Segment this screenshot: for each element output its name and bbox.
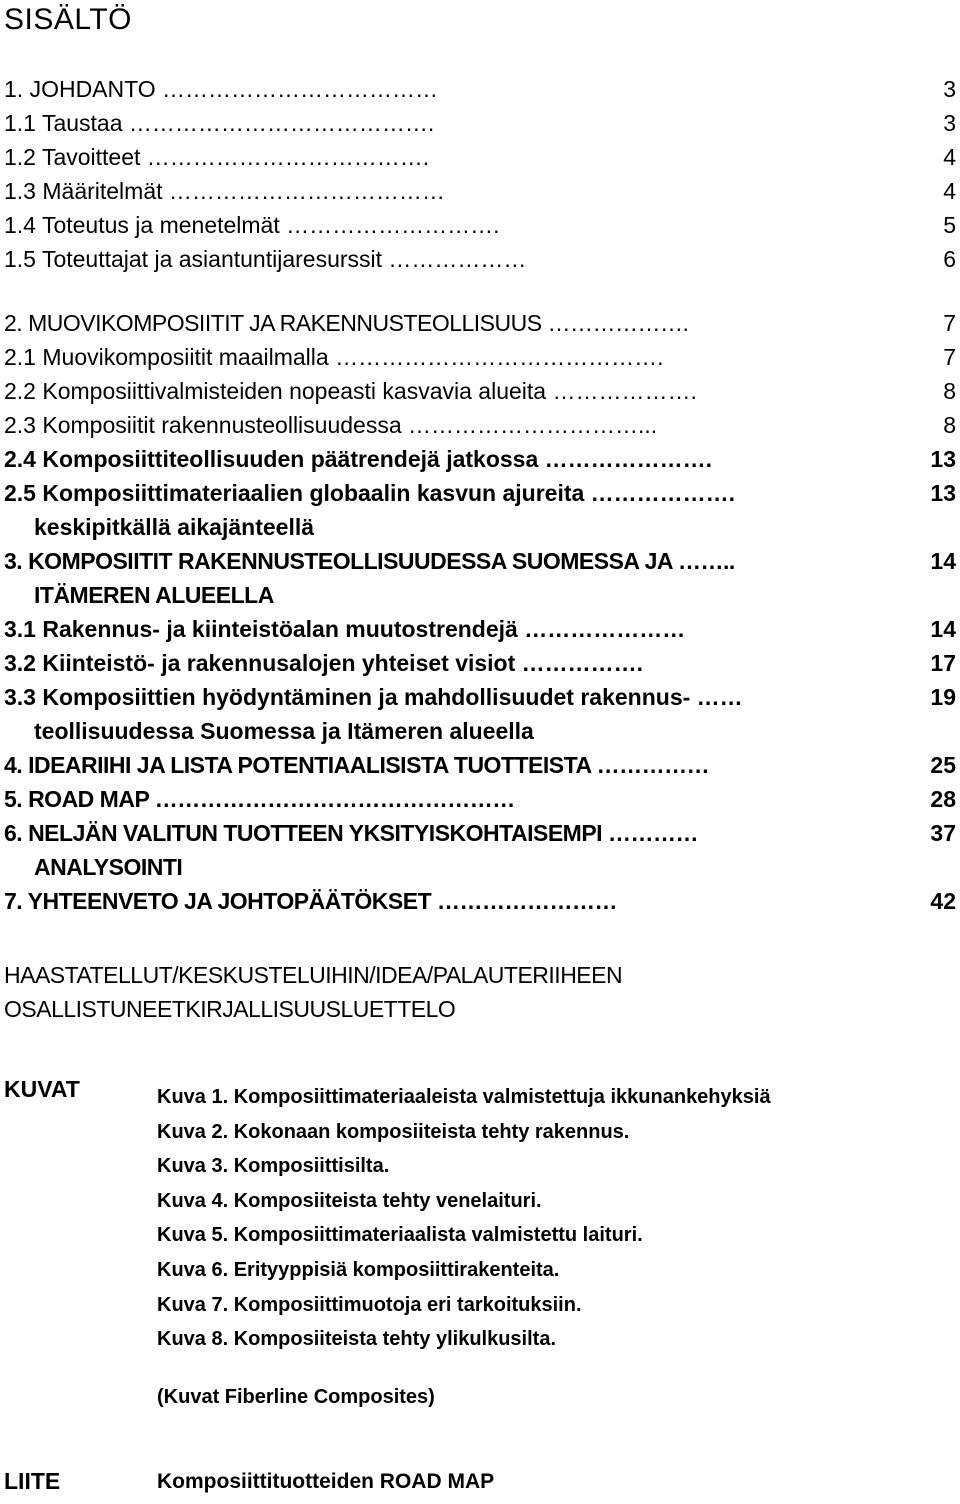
toc-entry-label: 1.5 Toteuttajat ja asiantuntijaresurssit ………………: [4, 246, 527, 272]
references-line: OSALLISTUNEETKIRJALLISUUSLUETTELO: [4, 996, 456, 1022]
toc-entry[interactable]: [4, 680, 956, 714]
toc-entry-page: 13: [930, 446, 956, 472]
page-title: SISÄLTÖ: [4, 3, 132, 36]
references-line: HAASTATELLUT/KESKUSTELUIHIN/IDEA/PALAUTERIIHEEN: [4, 962, 623, 988]
toc-entry-label: teollisuudessa Suomessa ja Itämeren alueella: [34, 718, 534, 744]
figures-heading: KUVAT: [4, 1076, 80, 1102]
toc-entry[interactable]: [4, 140, 956, 174]
toc-entry[interactable]: [4, 174, 956, 208]
toc-entry-label: 3. KOMPOSIITIT RAKENNUSTEOLLISUUDESSA SUOMESSA JA ……..: [4, 548, 735, 574]
toc-entry-label: 2. MUOVIKOMPOSIITIT JA RAKENNUSTEOLLISUUS ……………….: [4, 310, 689, 336]
toc-entry-continuation: [4, 578, 956, 612]
toc-entry-page: 17: [930, 650, 956, 676]
toc-entry[interactable]: [4, 72, 956, 106]
toc-entry-page: 8: [943, 412, 956, 438]
toc-entry[interactable]: [4, 242, 956, 276]
toc-entry[interactable]: [4, 646, 956, 680]
toc-entry-page: 3: [943, 76, 956, 102]
toc-entry-page: 13: [930, 480, 956, 506]
references-heading[interactable]: [4, 958, 622, 1026]
toc-entry[interactable]: [4, 748, 956, 782]
toc-entry[interactable]: [4, 476, 956, 510]
figure-caption: Kuva 8. Komposiiteista tehty ylikulkusilta.: [157, 1328, 557, 1351]
figure-caption: Kuva 1. Komposiittimateriaaleista valmistettuja ikkunankehyksiä: [157, 1086, 771, 1108]
toc-entry-page: 14: [930, 616, 956, 642]
figure-caption: Kuva 6. Erityyppisiä komposiittirakenteita.: [157, 1258, 560, 1281]
toc-entry[interactable]: [4, 208, 956, 242]
toc-entry-label: 2.5 Komposiittimateriaalien globaalin kasvun ajureita ……………….: [4, 480, 736, 506]
toc-entry-label: 3.2 Kiinteistö- ja rakennusalojen yhteiset visiot …………….: [4, 650, 644, 676]
toc-entry-page: 14: [930, 548, 956, 574]
toc-entry[interactable]: [4, 816, 956, 850]
toc-entry[interactable]: [4, 884, 956, 918]
figure-caption: Kuva 7. Komposiittimuotoja eri tarkoituksiin.: [157, 1293, 582, 1316]
toc-entry[interactable]: [4, 408, 956, 442]
toc-entry-page: 25: [930, 752, 956, 778]
toc-entry[interactable]: [4, 612, 956, 646]
toc-entry[interactable]: [4, 442, 956, 476]
toc-entry-page: 5: [943, 212, 956, 238]
toc-entry-continuation: [4, 850, 956, 884]
toc-entry-page: 4: [943, 178, 956, 204]
toc-entry-page: 6: [943, 246, 956, 272]
toc-entry-page: 19: [930, 684, 956, 710]
toc-entry-label: 5. ROAD MAP …………………………………………: [4, 786, 515, 812]
toc-entry-page: 8: [943, 378, 956, 404]
toc-entry-label: 2.4 Komposiittiteollisuuden päätrendejä jatkossa ………………….: [4, 446, 713, 472]
toc-entry-label: 3.1 Rakennus- ja kiinteistöalan muutostrendejä …………………: [4, 616, 686, 642]
toc-entry[interactable]: [4, 340, 956, 374]
toc-entry-page: 7: [943, 310, 956, 336]
toc-entry-label: ANALYSOINTI: [34, 854, 183, 880]
figure-caption: Kuva 2. Kokonaan komposiiteista tehty rakennus.: [157, 1120, 630, 1143]
toc-entry-page: 37: [930, 820, 956, 846]
figure-caption: Kuva 3. Komposiittisilta.: [157, 1155, 390, 1178]
toc-entry-label: 3.3 Komposiittien hyödyntäminen ja mahdollisuudet rakennus- ……: [4, 684, 743, 710]
toc-entry-label: 2.2 Komposiittivalmisteiden nopeasti kasvavia alueita ……………….: [4, 378, 697, 404]
toc-entry-continuation: [4, 510, 956, 544]
toc-entry-page: 28: [930, 786, 956, 812]
appendix-title[interactable]: Komposiittituotteiden ROAD MAP: [157, 1470, 495, 1493]
toc-entry[interactable]: [4, 782, 956, 816]
toc-entry-page: 42: [930, 888, 956, 914]
toc-entry[interactable]: [4, 544, 956, 578]
toc-entry-label: 2.1 Muovikomposiitit maailmalla …………………………………….: [4, 344, 664, 370]
figures-credit: (Kuvat Fiberline Composites): [157, 1386, 435, 1408]
toc-entry-label: 1.4 Toteutus ja menetelmät ……………………….: [4, 212, 500, 238]
toc-entry-label: 1.3 Määritelmät ………………………………: [4, 178, 445, 204]
toc-entry-label: 4. IDEARIIHI JA LISTA POTENTIAALISISTA TUOTTEISTA ……………: [4, 752, 710, 778]
toc-entry-page: 3: [943, 110, 956, 136]
toc-spacer: [4, 276, 956, 306]
toc-entry-label: ITÄMEREN ALUEELLA: [34, 582, 274, 608]
appendix-heading: LIITE: [4, 1468, 61, 1494]
toc-entry-label: 1.1 Taustaa ………………………………….: [4, 110, 435, 136]
figures-list: [157, 1082, 771, 1359]
toc-entry-label: keskipitkällä aikajänteellä: [34, 514, 315, 540]
figure-caption: Kuva 5. Komposiittimateriaalista valmistettu laituri.: [157, 1224, 643, 1247]
figure-caption: Kuva 4. Komposiiteista tehty venelaituri.: [157, 1189, 542, 1212]
toc-entry[interactable]: [4, 306, 956, 340]
toc-entry[interactable]: [4, 374, 956, 408]
toc-entry-continuation: [4, 714, 956, 748]
toc-entry-label: 1. JOHDANTO ………………………………: [4, 76, 439, 102]
toc-entry[interactable]: [4, 106, 956, 140]
table-of-contents: [4, 72, 956, 918]
toc-entry-page: 4: [943, 144, 956, 170]
toc-entry-label: 6. NELJÄN VALITUN TUOTTEEN YKSITYISKOHTAISEMPI …………: [4, 820, 698, 846]
toc-entry-label: 7. YHTEENVETO JA JOHTOPÄÄTÖKSET ……………………: [4, 888, 618, 914]
toc-entry-page: 7: [943, 344, 956, 370]
toc-entry-label: 1.2 Tavoitteet ……………………………….: [4, 144, 430, 170]
toc-entry-label: 2.3 Komposiitit rakennusteollisuudessa …………………………...: [4, 412, 658, 438]
